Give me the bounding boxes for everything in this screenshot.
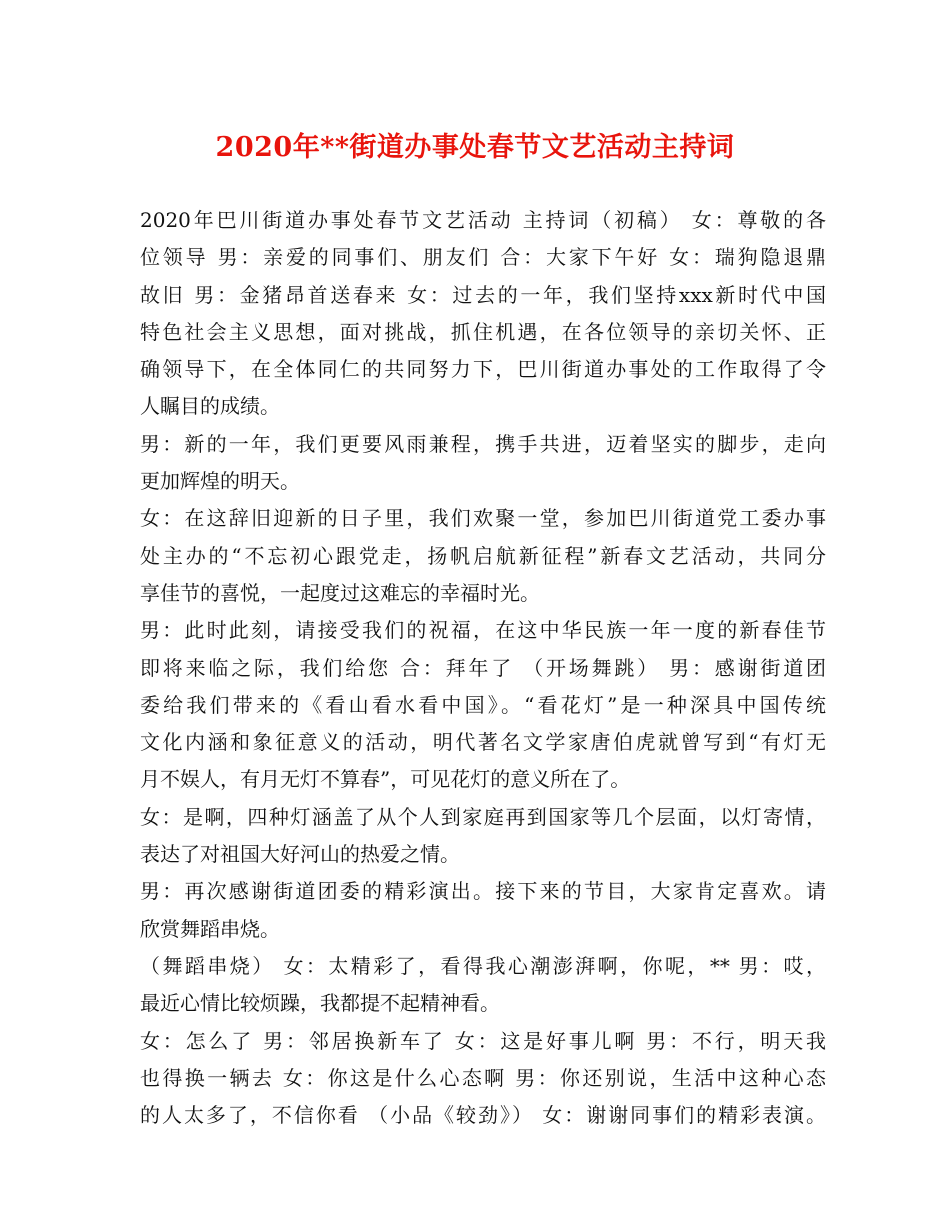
text-line: 特色社会主义思想，面对挑战，抓住机遇，在各位领导的亲切关怀、正 (140, 319, 826, 344)
paragraph (140, 426, 826, 501)
paragraph (140, 612, 826, 798)
text-line: 文化内涵和象征意义的活动，明代著名文学家唐伯虎就曾写到“有灯无 (140, 730, 826, 755)
document-title: 2020年**街道办事处春节文艺活动主持词 (215, 132, 735, 163)
text-line: 委给我们带来的《看山看水看中国》。“看花灯”是一种深具中国传统 (140, 692, 826, 717)
text-line: 故旧 男：金猪昂首送春来 女：过去的一年，我们坚持xxx新时代中国 (140, 282, 826, 307)
paragraph (140, 873, 826, 948)
text-line: 享佳节的喜悦，一起度过这难忘的幸福时光。 (140, 580, 540, 605)
text-line: 女：怎么了 男：邻居换新车了 女：这是好事儿啊 男：不行，明天我 (140, 1028, 826, 1053)
paragraph (140, 202, 826, 426)
text-line: 表达了对祖国大好河山的热爱之情。 (140, 842, 460, 867)
text-line: 女：是啊，四种灯涵盖了从个人到家庭再到国家等几个层面，以灯寄情， (140, 804, 826, 829)
text-line: 确领导下，在全体同仁的共同努力下，巴川街道办事处的工作取得了令 (140, 357, 826, 382)
text-line: 月不娱人，有月无灯不算春”，可见花灯的意义所在了。 (140, 767, 631, 792)
text-line: 男：此时此刻，请接受我们的祝福，在这中华民族一年一度的新春佳节 (140, 618, 826, 643)
text-line: 更加辉煌的明天。 (140, 469, 300, 494)
text-line: 2020年巴川街道办事处春节文艺活动 主持词（初稿） 女：尊敬的各 (140, 208, 826, 232)
text-line: 男：再次感谢街道团委的精彩演出。接下来的节目，大家肯定喜欢。请 (140, 879, 826, 904)
text-line: 男：新的一年，我们更要风雨兼程，携手共进，迈着坚实的脚步，走向 (140, 431, 826, 456)
document-body (140, 202, 826, 1134)
text-line: 欣赏舞蹈串烧。 (140, 916, 280, 941)
text-line: 最近心情比较烦躁，我都提不起精神看。 (140, 991, 500, 1016)
text-line: 人瞩目的成绩。 (140, 394, 280, 419)
paragraph (140, 1023, 826, 1135)
text-line: 的人太多了，不信你看 （小品《较劲》） 女：谢谢同事们的精彩表演。 (140, 1103, 826, 1128)
text-line: （舞蹈串烧） 女：太精彩了，看得我心潮澎湃啊，你呢，** 男：哎， (140, 953, 826, 978)
text-line: 位领导 男：亲爱的同事们、朋友们 合：大家下午好 女：瑞狗隐退鼎 (140, 245, 826, 270)
paragraph (140, 500, 826, 612)
paragraph (140, 948, 826, 1023)
text-line: 也得换一辆去 女：你这是什么心态啊 男：你还别说，生活中这种心态 (140, 1065, 826, 1090)
paragraph (140, 799, 826, 874)
text-line: 处主办的“不忘初心跟党走，扬帆启航新征程”新春文艺活动，共同分 (140, 543, 826, 568)
text-line: 即将来临之际，我们给您 合：拜年了 （开场舞跳） 男：感谢街道团 (140, 655, 826, 680)
text-line: 女：在这辞旧迎新的日子里，我们欢聚一堂，参加巴川街道党工委办事 (140, 506, 826, 531)
